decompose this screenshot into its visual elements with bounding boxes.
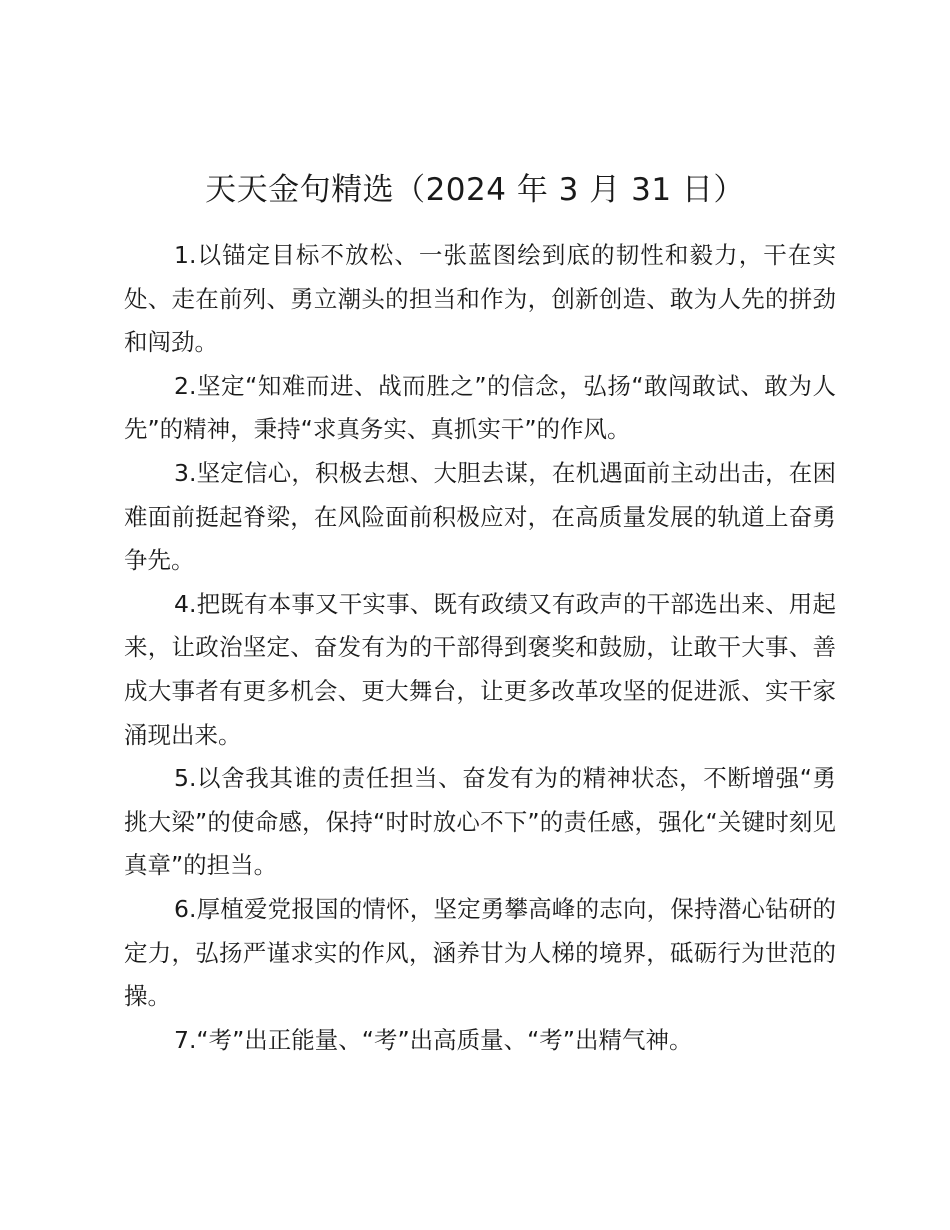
paragraph-1: 1.以锚定目标不放松、一张蓝图绘到底的韧性和毅力，干在实处、走在前列、勇立潮头的担当和作为，创新创造、敢为人先的拼劲和闯劲。 [124, 241, 836, 357]
paragraph-5: 5.以舍我其谁的责任担当、奋发有为的精神状态，不断增强“勇挑大梁”的使命感，保持“时时放心不下”的责任感，强化“关键时刻见真章”的担当。 [124, 764, 836, 880]
paragraph-7: 7.“考”出正能量、“考”出高质量、“考”出精气神。 [174, 1025, 693, 1054]
document-title: 天天金句精选（2024 年 3 月 31 日） [205, 172, 745, 208]
document-body [124, 234, 836, 1062]
paragraph-6: 6.厚植爱党报国的情怀，坚定勇攀高峰的志向，保持潜心钻研的定力，弘扬严谨求实的作风，涵养甘为人梯的境界，砥砺行为世范的操。 [124, 894, 836, 1011]
paragraph-4: 4.把既有本事又干实事、既有政绩又有政声的干部选出来、用起来，让政治坚定、奋发有为的干部得到褒奖和鼓励，让敢干大事、善成大事者有更多机会、更大舞台，让更多改革攻坚的促进派、实干家涌现出来。 [124, 589, 836, 749]
paragraph-3: 3.坚定信心，积极去想、大胆去谋，在机遇面前主动出击，在困难面前挺起脊梁，在风险面前积极应对，在高质量发展的轨道上奋勇争先。 [124, 458, 836, 575]
paragraph-2: 2.坚定“知难而进、战而胜之”的信念，弘扬“敢闯敢试、敢为人先”的精神，秉持“求真务实、真抓实干”的作风。 [124, 371, 836, 444]
